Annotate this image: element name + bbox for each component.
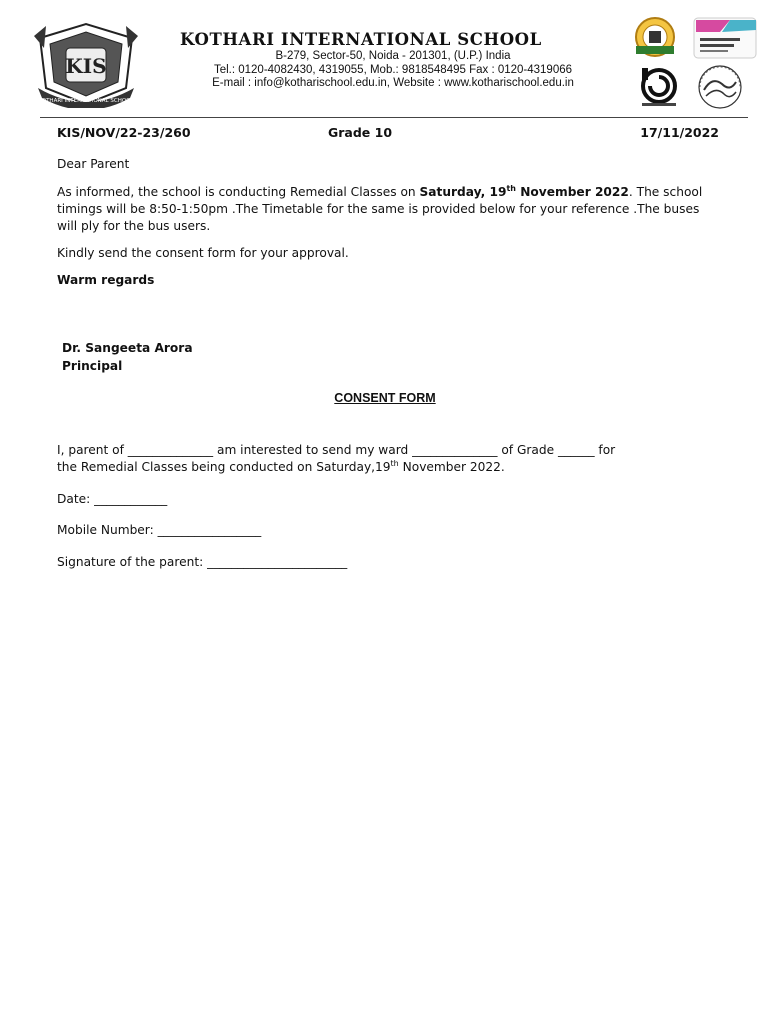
parent-signature-field[interactable]: Signature of the parent: _______________________ (57, 555, 348, 569)
event-date-month: November 2022 (515, 185, 629, 199)
reference-line (57, 125, 719, 143)
salutation: Dear Parent (57, 157, 130, 171)
school-email-website: E-mail : info@kotharischool.edu.in, Website : www.kotharischool.edu.in (212, 77, 574, 89)
announcement-paragraph (57, 184, 747, 235)
ib-world-school-logo (636, 66, 682, 108)
consent-form-title: CONSENT FORM (334, 391, 436, 405)
school-name: KOTHARI INTERNATIONAL SCHOOL (180, 30, 542, 49)
closing: Warm regards (57, 273, 155, 287)
date-field[interactable]: Date: ____________ (57, 492, 168, 506)
school-phones: Tel.: 0120-4082430, 4319055, Mob.: 9818548495 Fax : 0120-4319066 (213, 64, 573, 76)
consent-line-2-end: November 2022. (398, 460, 505, 474)
event-date-day: Saturday, 19 (419, 185, 507, 199)
announcement-timings: timings will be 8:50-1:50pm .The Timetable for the same is provided below for your reference .The buses (57, 202, 700, 216)
signatory-title: Principal (62, 359, 123, 373)
school-address: B-279, Sector-50, Noida - 201301, (U.P.) India (275, 50, 511, 62)
reference-number: KIS/NOV/22-23/260 (57, 125, 191, 140)
consent-date-ordinal: th (390, 458, 399, 468)
international-award-logo (688, 64, 752, 110)
announcement-text: As informed, the school is conducting Remedial Classes on (57, 185, 420, 199)
letterhead-divider (40, 117, 748, 118)
signatory-name: Dr. Sangeeta Arora (62, 341, 193, 355)
letter-date: 17/11/2022 (640, 125, 719, 140)
announcement-bus: will ply for the bus users. (57, 219, 211, 233)
consent-request: Kindly send the consent form for your approval. (57, 246, 349, 260)
mobile-number-field[interactable]: Mobile Number: _________________ (57, 523, 262, 537)
accreditation-badge-logo (628, 16, 682, 58)
event-date-ordinal: th (506, 183, 516, 193)
letterhead (0, 0, 770, 118)
consent-line-1: I, parent of ______________ am interested to send my ward ______________ of Grade ______ for (57, 443, 616, 457)
consent-line-2: the Remedial Classes being conducted on Saturday,19 (57, 460, 391, 474)
award-badge-logo (690, 16, 760, 60)
school-crest-logo (30, 18, 142, 108)
svg-text:KOTHARI INTERNATIONAL SCHOOL: KOTHARI INTERNATIONAL SCHOOL (38, 98, 134, 104)
svg-text:KIS: KIS (65, 54, 107, 78)
consent-statement (57, 442, 747, 476)
grade-label: Grade 10 (328, 125, 393, 140)
announcement-text-cont: . The school (628, 185, 703, 199)
